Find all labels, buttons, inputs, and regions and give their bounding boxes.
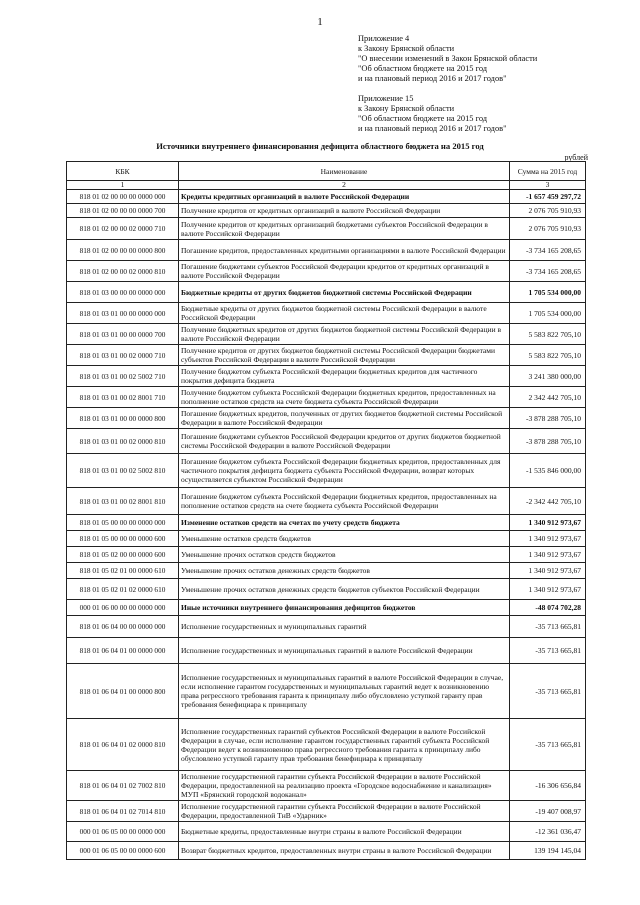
kbk-cell: 818 01 03 01 00 02 5002 810: [67, 454, 179, 488]
document-title: Источники внутреннего финансирования дефицита областного бюджета на 2015 год: [156, 141, 484, 151]
name-cell: Получение бюджетом субъекта Российской Федерации бюджетных кредитов, предоставленных на пополнение остатков средств на счете бюджета субъекта Российской Федерации: [179, 387, 510, 408]
annex-4-line: Приложение 4: [358, 34, 410, 43]
kbk-cell: 818 01 03 01 00 00 0000 000: [67, 303, 179, 324]
name-cell: Получение кредитов от кредитных организаций в валюте Российской Федерации: [179, 204, 510, 218]
kbk-cell: 818 01 02 00 00 00 0000 800: [67, 240, 179, 261]
name-cell: Получение кредитов от кредитных организаций бюджетами субъектов Российской Федерации в валюте Российской Федерации: [179, 218, 510, 240]
annex-15-line: "Об областном бюджете на 2015 год: [358, 114, 488, 123]
sum-cell: -3 734 165 208,65: [510, 240, 586, 261]
column-number: 1: [67, 181, 179, 190]
kbk-cell: 818 01 03 01 00 02 8001 810: [67, 488, 179, 515]
sum-cell: -16 306 656,84: [510, 771, 586, 801]
annex-4-line: "Об областном бюджете на 2015 год: [358, 64, 488, 73]
kbk-cell: 818 01 02 00 00 00 0000 000: [67, 190, 179, 204]
header-sum: Сумма на 2015 год: [510, 162, 586, 181]
column-number: 2: [179, 181, 510, 190]
sum-cell: -48 074 702,28: [510, 600, 586, 616]
name-cell: Погашение бюджетных кредитов, полученных от других бюджетов бюджетной системы Российской Федерации в валюте Российской Федерации: [179, 408, 510, 429]
kbk-cell: 818 01 03 01 00 00 0000 800: [67, 408, 179, 429]
sum-cell: 1 340 912 973,67: [510, 563, 586, 579]
kbk-cell: 818 01 05 02 00 00 0000 600: [67, 547, 179, 563]
name-cell: Погашение бюджетами субъектов Российской Федерации кредитов от других бюджетов бюджетной системы Российской Федерации в валюте Российской Федерации: [179, 429, 510, 454]
name-cell: Погашение бюджетом субъекта Российской Федерации бюджетных кредитов, предоставленных для частичного покрытия дефицита бюджета субъекта Российской Федерации, возврат которых осуществляется субъектом Российской Федерации: [179, 454, 510, 488]
table-row: [67, 218, 586, 240]
sum-cell: 2 076 705 910,93: [510, 218, 586, 240]
table-row: [67, 719, 586, 771]
sum-cell: 1 340 912 973,67: [510, 515, 586, 531]
name-cell: Бюджетные кредиты от других бюджетов бюджетной системы Российской Федерации: [179, 282, 510, 303]
table-row: [67, 547, 586, 563]
annex-15-line: и на плановый период 2016 и 2017 годов": [358, 124, 507, 133]
table-row: [67, 801, 586, 822]
annex-15-header: [358, 94, 507, 134]
name-cell: Исполнение государственных и муниципальных гарантий в валюте Российской Федерации в случае, если исполнение гарантом государственных и муниципальных гарантий ведет к возникновению права регрессного требования гаранта к принципалу либо обусловлено уступкой гаранту прав требования бенефициара к принципалу: [179, 664, 510, 719]
table-row: [67, 345, 586, 366]
table-row: [67, 261, 586, 282]
column-number-row: [67, 181, 586, 190]
name-cell: Уменьшение остатков средств бюджетов: [179, 531, 510, 547]
table-row: [67, 366, 586, 387]
kbk-cell: 818 01 06 04 01 00 0000 000: [67, 638, 179, 664]
name-cell: Получение бюджетных кредитов от других бюджетов бюджетной системы Российской Федерации в валюте Российской Федерации: [179, 324, 510, 345]
name-cell: Возврат бюджетных кредитов, предоставленных внутри страны в валюте Российской Федерации: [179, 842, 510, 860]
name-cell: Погашение бюджетом субъекта Российской Федерации бюджетных кредитов, предоставленных на пополнение остатков средств на счете бюджета субъекта Российской Федерации: [179, 488, 510, 515]
name-cell: Уменьшение прочих остатков денежных средств бюджетов: [179, 563, 510, 579]
sum-cell: 139 194 145,04: [510, 842, 586, 860]
kbk-cell: 818 01 05 00 00 00 0000 000: [67, 515, 179, 531]
table-row: [67, 664, 586, 719]
table-row: [67, 488, 586, 515]
sum-cell: -35 713 665,81: [510, 616, 586, 638]
column-number: 3: [510, 181, 586, 190]
header-kbk: КБК: [67, 162, 179, 181]
table-row: [67, 429, 586, 454]
table-row: [67, 822, 586, 842]
annex-4-line: "О внесении изменений в Закон Брянской области: [358, 54, 538, 63]
kbk-cell: 818 01 03 01 00 02 5002 710: [67, 366, 179, 387]
table-row: [67, 579, 586, 600]
table-header-row: [67, 162, 586, 181]
sum-cell: -35 713 665,81: [510, 638, 586, 664]
page-number: 1: [317, 16, 323, 28]
table-row: [67, 324, 586, 345]
table-row: [67, 638, 586, 664]
kbk-cell: 818 01 03 01 00 00 0000 700: [67, 324, 179, 345]
kbk-cell: 818 01 05 00 00 00 0000 600: [67, 531, 179, 547]
name-cell: Получение кредитов от других бюджетов бюджетной системы Российской Федерации бюджетами субъектов Российской Федерации в валюте Российской Федерации: [179, 345, 510, 366]
units-label: рублей: [564, 153, 588, 162]
sum-cell: -35 713 665,81: [510, 664, 586, 719]
sum-cell: -35 713 665,81: [510, 719, 586, 771]
kbk-cell: 818 01 06 04 01 02 0000 810: [67, 719, 179, 771]
annex-15-line: Приложение 15: [358, 94, 414, 103]
kbk-cell: 818 01 06 04 01 00 0000 800: [67, 664, 179, 719]
sum-cell: -3 878 288 705,10: [510, 408, 586, 429]
kbk-cell: 818 01 06 04 01 02 7014 810: [67, 801, 179, 822]
kbk-cell: 818 01 03 00 00 00 0000 000: [67, 282, 179, 303]
sum-cell: 1 340 912 973,67: [510, 579, 586, 600]
table-row: [67, 240, 586, 261]
sum-cell: 1 705 534 000,00: [510, 303, 586, 324]
name-cell: Погашение бюджетами субъектов Российской Федерации кредитов от кредитных организаций в валюте Российской Федерации: [179, 261, 510, 282]
table-row: [67, 204, 586, 218]
kbk-cell: 818 01 03 01 00 02 0000 710: [67, 345, 179, 366]
table-row: [67, 190, 586, 204]
kbk-cell: 818 01 03 01 00 02 0000 810: [67, 429, 179, 454]
name-cell: Погашение кредитов, предоставленных кредитными организациями в валюте Российской Федерации: [179, 240, 510, 261]
kbk-cell: 818 01 02 00 00 02 0000 710: [67, 218, 179, 240]
name-cell: Уменьшение прочих остатков средств бюджетов: [179, 547, 510, 563]
kbk-cell: 000 01 06 00 00 00 0000 000: [67, 600, 179, 616]
table-row: [67, 600, 586, 616]
sum-cell: -2 342 442 705,10: [510, 488, 586, 515]
sum-cell: 1 340 912 973,67: [510, 547, 586, 563]
annex-4-header: [358, 34, 537, 84]
sum-cell: -3 878 288 705,10: [510, 429, 586, 454]
table-row: [67, 531, 586, 547]
sum-cell: 3 241 380 000,00: [510, 366, 586, 387]
table-row: [67, 771, 586, 801]
name-cell: Получение бюджетом субъекта Российской Федерации бюджетных кредитов для частичного покрытия дефицита бюджета: [179, 366, 510, 387]
name-cell: Бюджетные кредиты от других бюджетов бюджетной системы Российской Федерации в валюте Российской Федерации: [179, 303, 510, 324]
annex-4-line: к Закону Брянской области: [358, 44, 455, 53]
name-cell: Уменьшение прочих остатков денежных средств бюджетов субъектов Российской Федерации: [179, 579, 510, 600]
name-cell: Кредиты кредитных организаций в валюте Российской Федерации: [179, 190, 510, 204]
name-cell: Исполнение государственных и муниципальных гарантий: [179, 616, 510, 638]
table-row: [67, 387, 586, 408]
sum-cell: 2 076 705 910,93: [510, 204, 586, 218]
name-cell: Исполнение государственной гарантии субъекта Российской Федерации в валюте Российской Федерации, предоставленной на реализацию проекта «Городское водоснабжение и канализация» МУП «Брянский городской водоканал»: [179, 771, 510, 801]
kbk-cell: 000 01 06 05 00 00 0000 000: [67, 822, 179, 842]
table-row: [67, 303, 586, 324]
name-cell: Бюджетные кредиты, предоставленные внутри страны в валюте Российской Федерации: [179, 822, 510, 842]
name-cell: Иные источники внутреннего финансирования дефицитов бюджетов: [179, 600, 510, 616]
kbk-cell: 000 01 06 05 00 00 0000 600: [67, 842, 179, 860]
sum-cell: 5 583 822 705,10: [510, 345, 586, 366]
sum-cell: 2 342 442 705,10: [510, 387, 586, 408]
kbk-cell: 818 01 06 04 01 02 7002 810: [67, 771, 179, 801]
name-cell: Исполнение государственной гарантии субъекта Российской Федерации в валюте Российской Федерации, предоставленной ТнВ «Ударник»: [179, 801, 510, 822]
sum-cell: 5 583 822 705,10: [510, 324, 586, 345]
kbk-cell: 818 01 02 00 00 02 0000 810: [67, 261, 179, 282]
annex-4-line: и на плановый период 2016 и 2017 годов": [358, 74, 507, 83]
kbk-cell: 818 01 05 02 01 02 0000 610: [67, 579, 179, 600]
sum-cell: -19 407 008,97: [510, 801, 586, 822]
name-cell: Изменение остатков средств на счетах по учету средств бюджета: [179, 515, 510, 531]
kbk-cell: 818 01 02 00 00 00 0000 700: [67, 204, 179, 218]
table-row: [67, 454, 586, 488]
name-cell: Исполнение государственных гарантий субъектов Российской Федерации в валюте Российской Федерации в случае, если исполнение гарантом государственных гарантий субъекта Российской Федерации ведет к возникновению права регрессного требования гаранта к принципалу либо обусловлено уступкой гаранту прав требования бенефициара к принципалу: [179, 719, 510, 771]
table-row: [67, 842, 586, 860]
table-row: [67, 408, 586, 429]
table-row: [67, 282, 586, 303]
annex-15-line: к Закону Брянской области: [358, 104, 455, 113]
sum-cell: -12 361 036,47: [510, 822, 586, 842]
table-row: [67, 563, 586, 579]
sum-cell: -1 535 846 000,00: [510, 454, 586, 488]
kbk-cell: 818 01 03 01 00 02 8001 710: [67, 387, 179, 408]
sum-cell: 1 340 912 973,67: [510, 531, 586, 547]
header-name: Наименование: [179, 162, 510, 181]
sum-cell: -1 657 459 297,72: [510, 190, 586, 204]
financing-sources-table: [66, 161, 586, 860]
table-row: [67, 616, 586, 638]
sum-cell: -3 734 165 208,65: [510, 261, 586, 282]
table-row: [67, 515, 586, 531]
sum-cell: 1 705 534 000,00: [510, 282, 586, 303]
kbk-cell: 818 01 05 02 01 00 0000 610: [67, 563, 179, 579]
kbk-cell: 818 01 06 04 00 00 0000 000: [67, 616, 179, 638]
name-cell: Исполнение государственных и муниципальных гарантий в валюте Российской Федерации: [179, 638, 510, 664]
